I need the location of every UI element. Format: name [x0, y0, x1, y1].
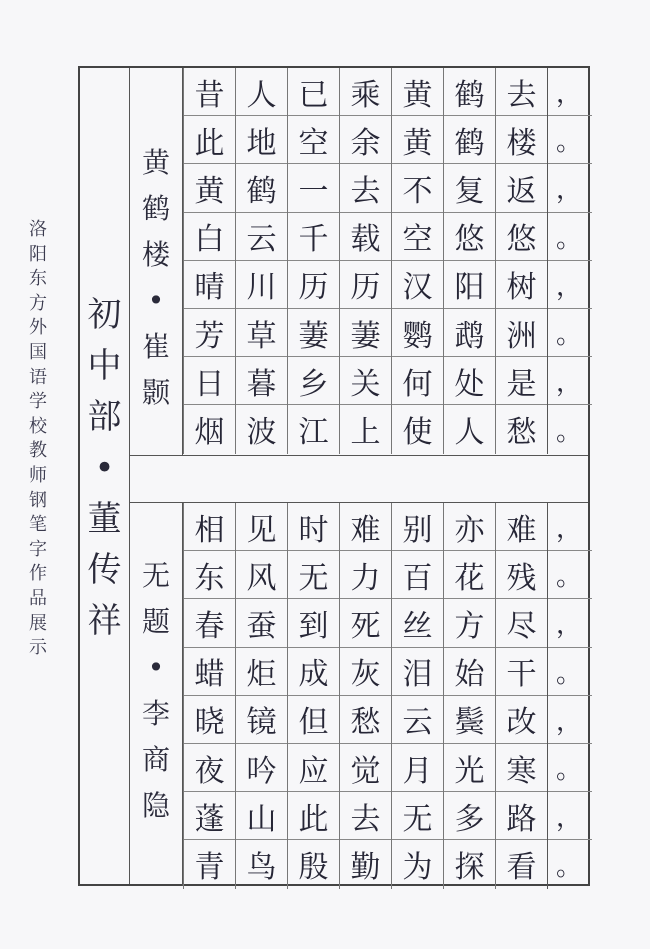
author-char: 传: [87, 550, 122, 590]
grid-column: [443, 503, 495, 889]
grid-cell: 是: [496, 357, 547, 405]
punctuation-cell: ，: [548, 599, 592, 647]
grid-column: [235, 68, 287, 454]
side-caption-char: 钢: [29, 489, 47, 511]
grid-cell: 复: [444, 164, 495, 212]
side-caption-char: 阳: [29, 243, 47, 265]
punctuation-cell: ，: [548, 68, 592, 116]
grid-cell: 悠: [496, 213, 547, 261]
grid-cell: 草: [236, 309, 287, 357]
grid-cell: 萋: [340, 309, 391, 357]
grid-cell: 勤: [350, 850, 381, 886]
grid-cell: 无: [392, 792, 443, 840]
grid-cell: 为: [402, 850, 433, 886]
punctuation-cell: 。: [556, 416, 583, 447]
grid-cell: 到: [288, 599, 339, 647]
poem-title-char: 崔: [141, 330, 170, 363]
punctuation-cell: ，: [548, 503, 592, 551]
grid-cell: 已: [288, 68, 339, 116]
grid-cell: 鹉: [444, 309, 495, 357]
poem-title-char: 鹤: [141, 192, 170, 225]
grid-column: [391, 68, 443, 454]
grid-cell: 东: [184, 551, 235, 599]
side-caption-char: 示: [29, 637, 47, 659]
grid-cell: 月: [392, 744, 443, 792]
grid-cell: 死: [340, 599, 391, 647]
poem-title-char: •: [147, 284, 165, 317]
grid-cell: 何: [392, 357, 443, 405]
grid-cell: 成: [288, 648, 339, 696]
grid-cell: 见: [236, 503, 287, 551]
grid-column: [235, 503, 287, 889]
poem-1-grid: [183, 68, 592, 454]
grid-cell: 树: [496, 261, 547, 309]
grid-cell: 不: [392, 164, 443, 212]
grid-cell: 去: [340, 792, 391, 840]
grid-cell: 黄: [184, 164, 235, 212]
side-caption-char: 校: [29, 415, 47, 437]
grid-cell: 空: [288, 116, 339, 164]
grid-cell: 青: [194, 850, 225, 886]
author-char: 董: [87, 499, 122, 539]
grid-cell: 人: [454, 415, 485, 451]
punctuation-column: [547, 68, 592, 454]
grid-cell: 此: [288, 792, 339, 840]
grid-cell: 去: [340, 164, 391, 212]
punctuation-cell: 。: [548, 744, 592, 792]
punctuation-column: [547, 503, 592, 889]
side-caption-char: 师: [29, 464, 47, 486]
punctuation-cell: 。: [548, 551, 592, 599]
grid-cell: 黄: [392, 68, 443, 116]
side-caption: [24, 218, 52, 661]
grid-cell: 处: [444, 357, 495, 405]
grid-cell: 暮: [236, 357, 287, 405]
grid-cell: 应: [288, 744, 339, 792]
grid-cell: 乡: [288, 357, 339, 405]
grid-column: [287, 503, 339, 889]
poem-title-char: 颢: [141, 376, 170, 409]
grid-cell: 方: [444, 599, 495, 647]
punctuation-cell: 。: [556, 851, 583, 882]
grid-column: [339, 503, 391, 889]
side-caption-char: 国: [29, 341, 47, 363]
grid-cell: 去: [496, 68, 547, 116]
grid-cell: 风: [236, 551, 287, 599]
grid-cell: 川: [236, 261, 287, 309]
grid-cell: 路: [496, 792, 547, 840]
grid-cell: 丝: [392, 599, 443, 647]
grid-cell: 别: [392, 503, 443, 551]
author-char: 部: [87, 397, 122, 437]
grid-cell: 难: [340, 503, 391, 551]
grid-cell: 历: [288, 261, 339, 309]
grid-cell: 昔: [184, 68, 235, 116]
grid-cell: 探: [454, 850, 485, 886]
punctuation-cell: 。: [548, 648, 592, 696]
grid-cell: 干: [496, 648, 547, 696]
grid-column: [183, 68, 235, 454]
author-char: 祥: [87, 601, 122, 641]
grid-cell: 无: [288, 551, 339, 599]
grid-cell: 力: [340, 551, 391, 599]
grid-cell: 使: [402, 415, 433, 451]
grid-cell: 尽: [496, 599, 547, 647]
grid-cell: 时: [288, 503, 339, 551]
grid-cell: 地: [236, 116, 287, 164]
grid-cell: 灰: [340, 648, 391, 696]
grid-cell: 炬: [236, 648, 287, 696]
grid-cell: 返: [496, 164, 547, 212]
side-caption-char: 外: [29, 317, 47, 339]
grid-cell: 鹤: [444, 68, 495, 116]
grid-cell: 空: [392, 213, 443, 261]
grid-cell: 鬓: [444, 696, 495, 744]
poem-divider: [130, 455, 588, 503]
side-caption-char: 品: [29, 587, 47, 609]
grid-cell: 觉: [340, 744, 391, 792]
poem-2-title: [130, 503, 183, 886]
grid-column: [443, 68, 495, 454]
grid-column: [287, 68, 339, 454]
grid-cell: 难: [496, 503, 547, 551]
grid-cell: 愁: [506, 415, 537, 451]
grid-cell: 镜: [236, 696, 287, 744]
grid-cell: 愁: [340, 696, 391, 744]
grid-cell: 江: [298, 415, 329, 451]
grid-cell: 汉: [392, 261, 443, 309]
punctuation-cell: ，: [548, 261, 592, 309]
grid-cell: 花: [444, 551, 495, 599]
grid-cell: 芳: [184, 309, 235, 357]
grid-cell: 残: [496, 551, 547, 599]
grid-cell: 关: [340, 357, 391, 405]
calligraphy-sheet: [78, 66, 590, 886]
grid-cell: 春: [184, 599, 235, 647]
poem-title-char: 李: [141, 697, 170, 730]
punctuation-cell: 。: [548, 213, 592, 261]
grid-cell: 阳: [444, 261, 495, 309]
punctuation-cell: ，: [548, 696, 592, 744]
poem-title-char: 楼: [141, 238, 170, 271]
grid-cell: 鹦: [392, 309, 443, 357]
grid-cell: 波: [246, 415, 277, 451]
grid-cell: 云: [236, 213, 287, 261]
grid-cell: 多: [444, 792, 495, 840]
punctuation-cell: ，: [548, 357, 592, 405]
grid-cell: 夜: [184, 744, 235, 792]
punctuation-cell: ，: [548, 164, 592, 212]
side-caption-char: 方: [29, 292, 47, 314]
grid-cell: 黄: [392, 116, 443, 164]
poem-2-grid: [183, 503, 592, 889]
author-column: [80, 68, 130, 884]
side-caption-char: 教: [29, 440, 47, 462]
poem-title-char: •: [147, 651, 165, 684]
grid-column: [183, 503, 235, 889]
grid-cell: 人: [236, 68, 287, 116]
grid-cell: 悠: [444, 213, 495, 261]
grid-column: [495, 503, 547, 889]
grid-cell: 乘: [340, 68, 391, 116]
side-caption-char: 东: [29, 268, 47, 290]
grid-cell: 泪: [392, 648, 443, 696]
grid-cell: 光: [444, 744, 495, 792]
grid-cell: 烟: [194, 415, 225, 451]
grid-cell: 蚕: [236, 599, 287, 647]
grid-cell: 楼: [496, 116, 547, 164]
grid-cell: 百: [392, 551, 443, 599]
grid-cell: 白: [184, 213, 235, 261]
side-caption-char: 展: [29, 612, 47, 634]
grid-column: [391, 503, 443, 889]
grid-cell: 但: [288, 696, 339, 744]
punctuation-cell: ，: [548, 792, 592, 840]
side-caption-char: 语: [29, 366, 47, 388]
grid-cell: 云: [392, 696, 443, 744]
grid-cell: 洲: [496, 309, 547, 357]
grid-cell: 历: [340, 261, 391, 309]
grid-cell: 始: [444, 648, 495, 696]
side-caption-char: 笔: [29, 514, 47, 536]
grid-cell: 载: [340, 213, 391, 261]
grid-cell: 蓬: [184, 792, 235, 840]
grid-cell: 亦: [444, 503, 495, 551]
grid-column: [495, 68, 547, 454]
grid-cell: 晓: [184, 696, 235, 744]
poem-title-char: 黄: [141, 146, 170, 179]
grid-cell: 晴: [184, 261, 235, 309]
grid-cell: 此: [184, 116, 235, 164]
poem-1-title: [130, 68, 183, 455]
side-caption-char: 洛: [29, 219, 47, 240]
punctuation-cell: 。: [548, 116, 592, 164]
author-char: •: [94, 448, 115, 488]
poem-title-char: 隐: [141, 789, 170, 822]
grid-cell: 吟: [236, 744, 287, 792]
poem-title-char: 商: [141, 743, 170, 776]
grid-cell: 看: [506, 850, 537, 886]
grid-cell: 一: [288, 164, 339, 212]
side-caption-char: 作: [29, 563, 47, 585]
grid-cell: 相: [184, 503, 235, 551]
grid-cell: 萋: [288, 309, 339, 357]
author-char: 初: [87, 295, 122, 335]
poem-title-char: 题: [141, 605, 170, 638]
grid-cell: 寒: [496, 744, 547, 792]
grid-cell: 鹤: [236, 164, 287, 212]
grid-cell: 蜡: [184, 648, 235, 696]
side-caption-char: 字: [29, 538, 47, 560]
side-caption-char: 学: [29, 391, 47, 413]
grid-cell: 鸟: [246, 850, 277, 886]
grid-cell: 殷: [298, 850, 329, 886]
grid-column: [339, 68, 391, 454]
grid-cell: 鹤: [444, 116, 495, 164]
grid-cell: 千: [288, 213, 339, 261]
punctuation-cell: 。: [548, 309, 592, 357]
grid-cell: 余: [340, 116, 391, 164]
author-char: 中: [87, 346, 122, 386]
poem-title-char: 无: [141, 559, 170, 592]
grid-cell: 山: [236, 792, 287, 840]
grid-cell: 上: [350, 415, 381, 451]
grid-cell: 改: [496, 696, 547, 744]
grid-cell: 日: [184, 357, 235, 405]
